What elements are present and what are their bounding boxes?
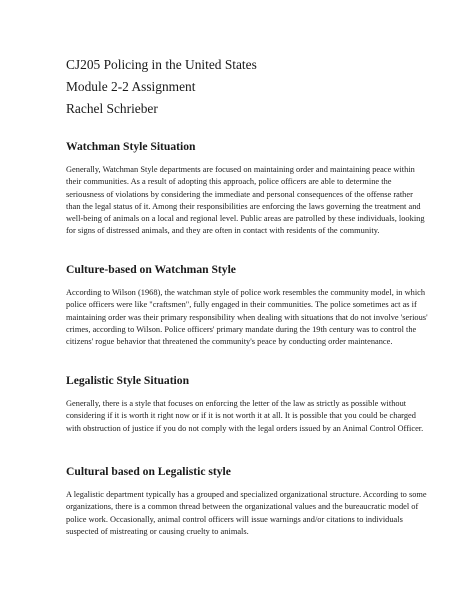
section-paragraph: According to Wilson (1968), the watchman style of police work resembles the community model, in which police officers were like "craftsmen", fully engaged in their communities. The police sometimes act as if maintaining order was their primary responsibility when dealing with situations that do not involve 'serious' crimes, according to Wilson. Police officers' primary mandate during the 19th century was to control the citizens' rogue behavior that threatened the community's peace by conducting order maintenance.: [66, 288, 428, 347]
section-legalistic-culture: [66, 465, 428, 538]
section-heading: Culture-based on Watchman Style: [66, 263, 236, 276]
section-paragraph: A legalistic department typically has a grouped and specialized organizational structure. According to some organizations, there is a common thread between the organizational values and the bureaucratic model of police work. Occasionally, animal control officers will issue warnings and/or citations to individuals suspected of mistreating or causing cruelty to animals.: [66, 490, 427, 536]
section-heading: Legalistic Style Situation: [66, 374, 190, 387]
section-paragraph: Generally, Watchman Style departments are focused on maintaining order and maintaining peace within their communities. As a result of adopting this approach, police officers are able to determine the seriousness of violations by considering the immediate and personal consequences of the offense rather than the legal status of it. Among their responsibilities are enforcing the laws governing the treatment and well-being of animals on a local and regional level. Public areas are patrolled by these individuals, looking for signs of distressed animals, and they are often in contact with residents of the community.: [66, 165, 425, 236]
author-name: Rachel Schrieber: [66, 101, 158, 116]
section-watchman-situation: [66, 140, 428, 238]
course-title: CJ205 Policing in the United States: [66, 57, 257, 72]
section-heading: Watchman Style Situation: [66, 140, 196, 153]
section-heading: Cultural based on Legalistic style: [66, 465, 231, 478]
document-header: [66, 54, 446, 120]
module-title: Module 2-2 Assignment: [66, 79, 196, 94]
section-watchman-culture: [66, 263, 428, 348]
section-legalistic-situation: [66, 374, 428, 435]
section-paragraph: Generally, there is a style that focuses on enforcing the letter of the law as strictly as possible without considering if it is worth it right now or if it is not worth it at all. It is possible that you could be charged with obstruction of justice if you do not comply with the legal orders issued by an Animal Control Officer.: [66, 399, 424, 433]
